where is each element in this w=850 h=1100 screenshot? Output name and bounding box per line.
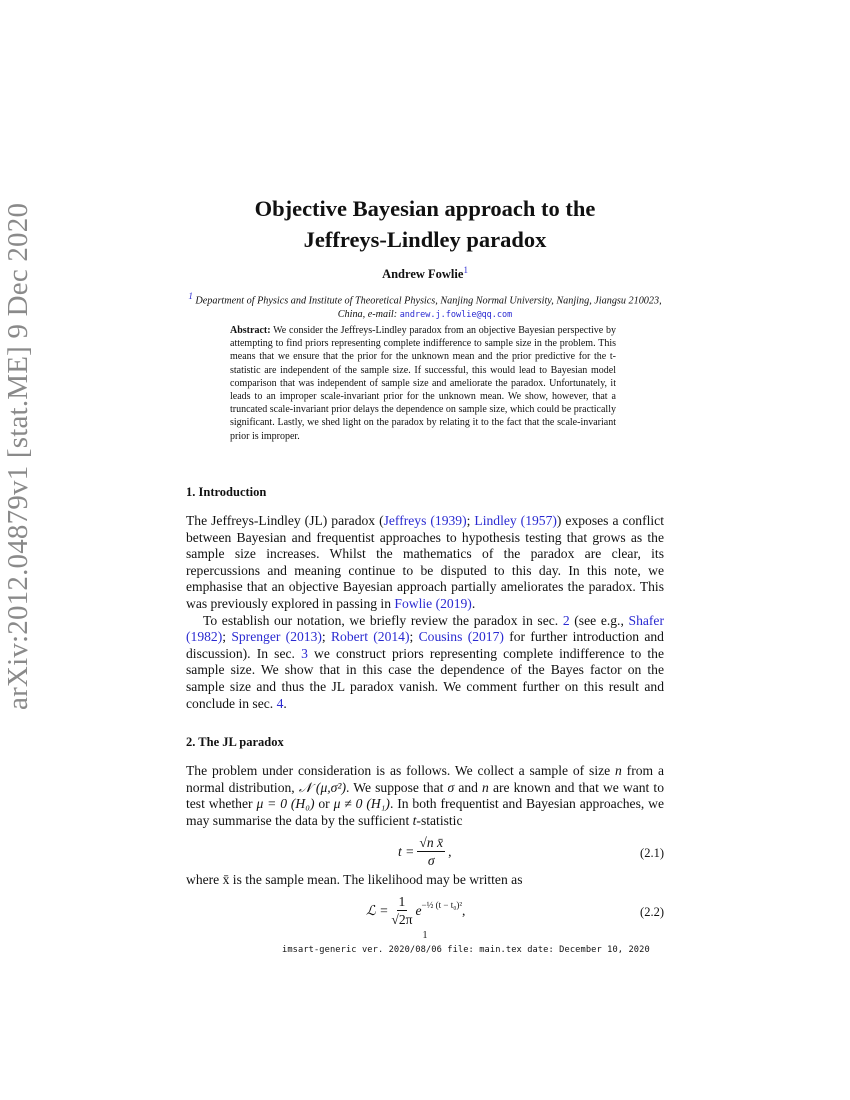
intro-paragraph-1: The Jeffreys-Lindley (JL) paradox (Jeffreys (1939); Lindley (1957)) exposes a conflict between Bayesian and frequentist approaches to hypothesis testing that grows as the sample size increases. Whilst the mathematics of the paradox are clear, its repercussions and meaning continue to be disputed to this day. In this note, we emphasise that an objective Bayesian approach partially ameliorates the paradox. This was previously explored in passing in Fowlie (2019). (186, 513, 664, 611)
section-2-body (186, 763, 664, 829)
cite-jeffreys-link[interactable]: Jeffreys (383, 513, 427, 528)
cite-robert-link[interactable]: Robert (330, 629, 368, 645)
author-email-link[interactable]: andrew.j.fowlie@qq.com (399, 309, 513, 320)
eq2-numerator: 1 (398, 894, 406, 909)
affiliation (186, 290, 664, 322)
equation-2-2 (186, 893, 664, 933)
eq2-comma: , (462, 902, 466, 918)
eq1-comma: , (448, 843, 452, 859)
eq2-denominator: √2π (391, 912, 413, 927)
page-footer: imsart-generic ver. 2020/08/06 file: main.tex date: December 10, 2020 (282, 945, 650, 955)
eq2-number: (2.2) (640, 905, 664, 919)
eq1-denominator: σ (427, 853, 435, 868)
cite-sprenger-link[interactable]: Sprenger (231, 629, 281, 645)
cite-jeffreys-year-link[interactable]: (1939) (430, 513, 467, 528)
equation-2-1 (186, 834, 664, 874)
cite-sprenger-year-link[interactable]: (2013) (285, 629, 322, 645)
paper-title (186, 193, 664, 255)
cite-lindley-link[interactable]: Lindley (474, 513, 517, 528)
eq2-lhs: ℒ = (366, 902, 389, 918)
eq1-lhs: t = (398, 843, 415, 859)
intro-paragraph-2: To establish our notation, we briefly review the paradox in sec. 2 (see e.g., Shafer (1982); Sprenger (2013); Robert (2014); Cousins (2017) for further introduction and discussion). In sec. 3 we construct priors representing complete indifference to the sample size. We show that in this case the dependence of the Bayes factor on the sample size and thus the JL paradox vanish. We comment further on this result and conclude in sec. 4. (186, 612, 664, 711)
abstract-label: Abstract: (230, 325, 271, 336)
jl-paragraph-2: where x̄ is the sample mean. The likelihood may be written as (186, 872, 523, 887)
affiliation-text: Department of Physics and Institute of Theoretical Physics, Nanjing Normal University, Nanjing, Jiangsu 210023, China, e-mail: (195, 295, 662, 320)
eq2-fraction (391, 893, 412, 928)
section-1-heading: 1. Introduction (186, 485, 267, 499)
cite-fowlie-link[interactable]: Fowlie (394, 595, 433, 611)
eq2-exponent: −½ (t − t₀)² (421, 899, 463, 910)
cite-lindley-year-link[interactable]: (1957) (520, 513, 557, 528)
page-number: 1 (422, 930, 428, 941)
arxiv-identifier-stamp (2, 202, 34, 730)
section-2-heading: 2. The JL paradox (186, 735, 284, 749)
ref-section-3-link[interactable]: 3 (301, 645, 308, 661)
section-1-body (186, 513, 664, 712)
eq1-fraction (417, 834, 445, 869)
eq1-numerator: √n x̄ (419, 835, 444, 850)
cite-fowlie-year-link[interactable]: (2019) (435, 595, 472, 611)
section-2-body-continued (186, 872, 664, 889)
abstract-text: We consider the Jeffreys-Lindley paradox from an objective Bayesian perspective by attempting to find priors representing complete indifference to sample size in the problem. This means that we ensure that the prior for the unknown mean and the prior predictive for the t-statistic are independent of the sample size. If successful, this would lead to Bayesian model comparison that was independent of sample size and ameliorate the paradox. Unfortunately, it leads to an improper scale-invariant prior for the unknown mean. We show, however, that a truncated scale-invariant prior delays the dependence on sample size, which could be practically significant. Lastly, we shed light on the paradox by relating it to the fact that the scale-invariant prior is improper. (230, 325, 616, 442)
affiliation-marker: 1 (188, 291, 193, 301)
author-name: Andrew Fowlie (382, 267, 464, 282)
arxiv-identifier-text: arXiv:2012.04879v1 [stat.ME] 9 Dec 2020 (2, 202, 34, 710)
cite-robert-year-link[interactable]: (2014) (373, 629, 410, 645)
jl-paragraph-1: The problem under consideration is as follows. We collect a sample of size n from a normal distribution, 𝒩 (μ,σ²). We suppose that σ and n are known and that we want to test whether μ = 0 (H₀) or μ ≠ 0 (H₁). In both frequentist and Bayesian approaches, we may summarise the data by the sufficient t-statistic (186, 763, 665, 828)
abstract (230, 324, 616, 443)
title-line-2: Jeffreys-Lindley paradox (303, 227, 547, 252)
cite-shafer-year-link[interactable]: (1982) (186, 629, 223, 645)
author-affiliation-marker[interactable]: 1 (463, 265, 468, 275)
cite-cousins-year-link[interactable]: (2017) (467, 629, 504, 645)
title-line-1: Objective Bayesian approach to the (254, 196, 596, 221)
cite-shafer-link[interactable]: Shafer (628, 612, 664, 628)
ref-section-2-link[interactable]: 2 (562, 612, 570, 628)
eq1-number: (2.1) (640, 846, 664, 860)
cite-cousins-link[interactable]: Cousins (418, 629, 463, 645)
eq2-exp-base: e (415, 902, 422, 918)
author (186, 265, 664, 282)
ref-section-4-link[interactable]: 4 (276, 695, 284, 711)
